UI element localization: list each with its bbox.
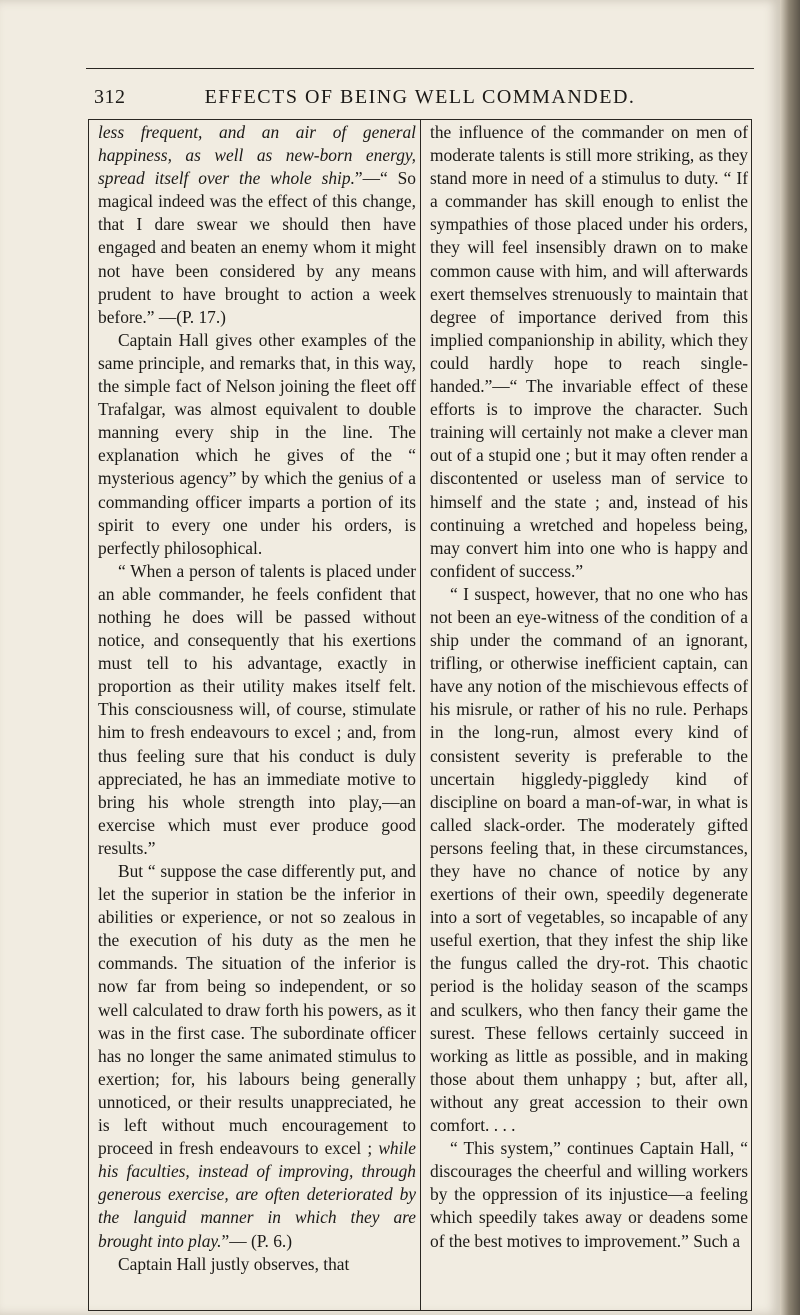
page-edge [780,0,800,1315]
paragraph [430,583,748,1137]
body-text: Captain Hall gives other examples of the same principle, and remarks that, in this way, the simple fact of Nelson joining the fleet off Trafalgar, was almost equivalent to double manning every ship in the line. The explanation which he gives of the “ mysterious agency” by which the genius of a commanding officer imparts a portion of its spirit to every one under his orders, is perfectly philosophical. [98,329,416,558]
paragraph [98,860,416,1253]
paragraph [98,121,416,329]
paragraph [430,1137,748,1252]
running-head: EFFECTS OF BEING WELL COMMANDED. [204,86,636,108]
top-rule [86,68,754,69]
body-text: But “ suppose the case differently put, and let the superior in station be the inferior in abilities or experience, or not so zealous in the execution of his duty as the men he commands. The situation of the inferior is now far from being so independent, or so well calculated to draw forth his powers, as it was in the first case. The subordinate officer has no longer the same animated stimulus to exertion; for, his labours being generally unnoticed, or their results unappreciated, he is left without much encouragement to proceed in fresh endeavours to excel ; [98,861,416,1159]
italic-text: while his faculties, instead of improving, through generous exercise, are often deteriorated by the languid manner in which they are brought into play. [98,1138,416,1251]
paragraph [98,329,416,560]
page-header [86,80,754,114]
right-column [430,121,748,1253]
body-text: the influence of the commander on men of moderate talents is still more striking, as they stand more in need of a stimulus to duty. “ If a commander has skill enough to enlist the sympathies of those placed under his orders, they will feel insensibly drawn on to make common cause with him, and will afterwards exert themselves strenuously to maintain that degree of importance derived from this implied companionship in ability, which they could hardly hope to reach single-handed.”—“ The invariable effect of these efforts is to improve the character. Such training will certainly not make a clever man out of a stupid one ; but it may often render a discontented or useless man of service to himself and the state ; and, instead of his continuing a wretched and hopeless being, may convert him into one who is happy and confident of success.” [430,122,748,581]
paragraph [98,560,416,860]
paragraph [98,1253,416,1276]
left-column [98,121,416,1276]
body-text: “ This system,” continues Captain Hall, “ discourages the cheerful and willing workers by the oppression of its injustice—a feeling which speedily takes away or deadens some of the best motives to improvement.” Such a [430,1138,748,1251]
page-number: 312 [94,86,126,108]
italic-text: less frequent, and an air of general happiness, as well as new-born energy, spread itself over the whole ship. [98,122,416,189]
body-text: Captain Hall justly observes, that [118,1253,350,1274]
body-text: “ When a person of talents is placed under an able commander, he feels confident that nothing he does will be passed without notice, and consequently that his exertions must tell to his advantage, exactly in proportion as their utility makes itself felt. This consciousness will, of course, stimulate him to fresh endeavours to excel ; and, from thus feeling sure that his conduct is duly appreciated, he has an immediate motive to bring his whole strength into play,—an exercise which must ever produce good results.” [98,560,416,858]
column-divider [420,120,421,1310]
body-text: ”— (P. 6.) [221,1230,293,1251]
paragraph [430,121,748,583]
body-text: “ I suspect, however, that no one who has not been an eye-witness of the condition of a ship under the command of an ignorant, trifling, or otherwise inefficient captain, can have any notion of the mischievous effects of his misrule, or rather of his no rule. Perhaps in the long-run, almost every kind of consistent severity is preferable to the uncertain higgledy-piggledy kind of discipline on board a man-of-war, in what is called slack-order. The moderately gifted persons feeling that, in these circumstances, they have no chance of notice by any exertions of their own, speedily degenerate into a sort of vegetables, so incapable of any useful exertion, that they infest the ship like the fungus called the dry-rot. This chaotic period is the holiday season of the scamps and sculkers, who then fancy their game the surest. These fellows certainly succeed in working as little as possible, and in making those about them unhappy ; but, after all, without any great accession to their own comfort. . . . [430,583,748,1136]
body-text: ”—“ So magical indeed was the effect of this change, that I dare swear we should then have engaged and beaten an enemy whom it might not have been considered by any means prudent to have brought to action a week before.” —(P. 17.) [98,168,416,327]
